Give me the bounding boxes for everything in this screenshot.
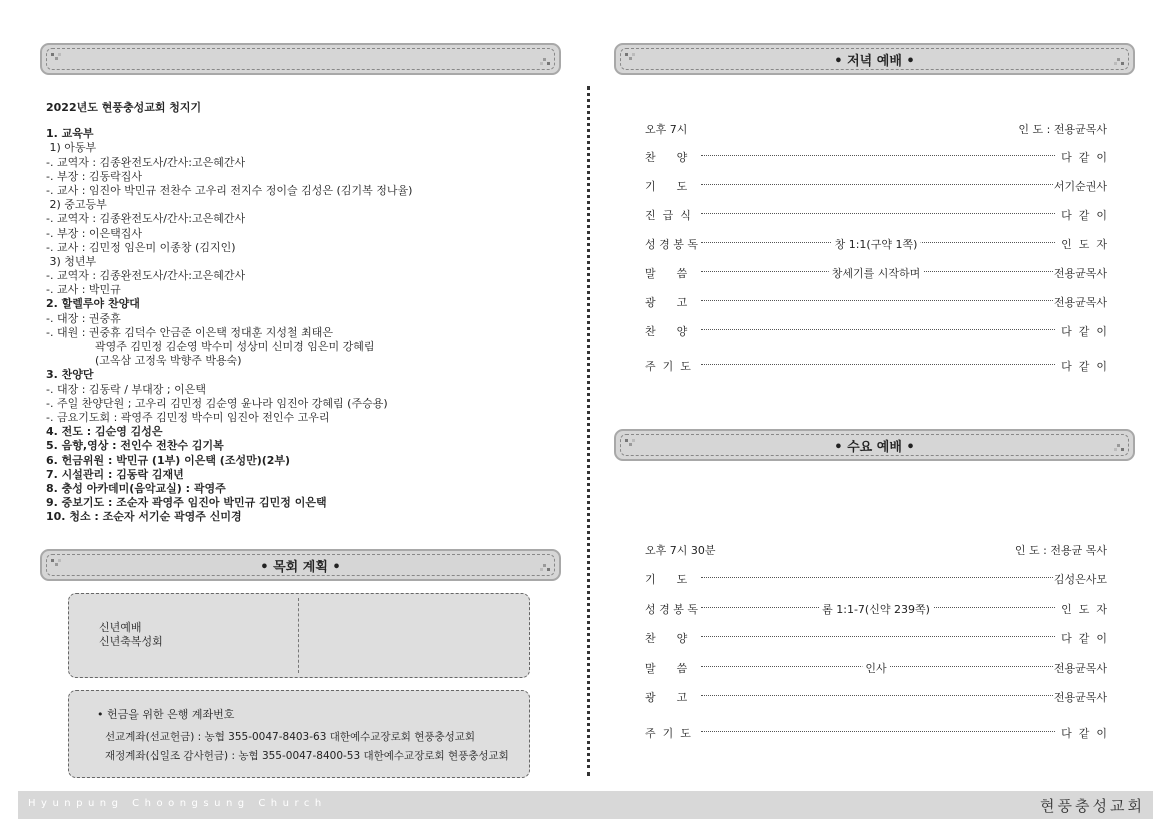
order-person: 전용균목사	[1053, 267, 1107, 280]
footer-english-name: Hyunpung Choongsung Church	[28, 798, 327, 809]
stewardship-line: 8. 충성 아카데미(음악교실) : 곽영주	[46, 481, 226, 495]
order-row	[645, 236, 1107, 250]
stewardship-line: -. 교사 : 임진아 박민규 전찬수 고우리 전지수 정이슬 김성은 (김기복 정나율)	[46, 183, 413, 197]
stewardship-line: -. 교사 : 박민규	[46, 283, 121, 297]
order-person: 전용균목사	[1053, 296, 1107, 309]
evening-time: 오후 7시	[645, 123, 688, 136]
order-row	[645, 601, 1107, 615]
stewardship-line: -. 주일 찬양단원 ; 고우리 김민정 김순영 윤나라 임진아 강혜림 (주승용)	[46, 396, 388, 410]
order-label: 광 고	[645, 296, 688, 309]
stewardship-line: -. 대장 : 권중휴	[46, 311, 121, 325]
stewardship-list	[46, 101, 566, 524]
order-label: 찬 양	[645, 632, 688, 645]
ministry-plan-title: • 목회 계획 •	[260, 559, 341, 575]
order-row	[645, 207, 1107, 221]
order-label: 성 경 봉 독	[645, 238, 698, 251]
order-detail: 인사	[862, 660, 889, 676]
order-detail: 창 1:1(구약 1쪽)	[832, 236, 921, 252]
footer-bar	[18, 791, 1153, 819]
order-row	[645, 358, 1107, 372]
order-label: 성 경 봉 독	[645, 602, 698, 616]
order-label: 진 급 식	[645, 209, 691, 222]
order-person: 인 도 자	[1061, 602, 1107, 616]
stewardship-line: 5. 음향,영상 : 전인수 전찬수 김기복	[46, 439, 224, 453]
evening-order-list	[645, 149, 1107, 379]
evening-service-title: • 저녁 예배 •	[834, 53, 915, 69]
order-person: 다 같 이	[1061, 360, 1107, 373]
order-label: 찬 양	[645, 151, 688, 164]
stewardship-line: 6. 헌금위원 : 박민규 (1부) 이은택 (조성만)(2부)	[46, 453, 291, 467]
stewardship-line: -. 부장 : 김동락집사	[46, 169, 143, 183]
order-row	[645, 689, 1107, 703]
order-label: 주 기 도	[645, 726, 691, 740]
ministry-plan-box	[68, 593, 530, 678]
order-person: 전용균목사	[1053, 691, 1107, 704]
order-label: 기 도	[645, 573, 688, 586]
stewardship-line: 1. 교육부	[46, 127, 94, 141]
order-person: 다 같 이	[1061, 726, 1107, 740]
wednesday-leader: 인 도 : 전용균 목사	[1014, 544, 1107, 557]
order-label: 광 고	[645, 691, 688, 704]
order-label: 말 씀	[645, 267, 688, 280]
footer-korean-name: 현풍충성교회	[1040, 797, 1145, 815]
stewardship-line: 3. 찬양단	[46, 368, 94, 382]
stewardship-heading: 2022년도 현풍충성교회 청지기	[46, 101, 202, 114]
stewardship-line: 3) 청년부	[46, 254, 97, 268]
finance-account: 재정계좌(십일조 감사헌금) : 농협 355-0047-8400-53 대한예수교장로회 현풍충성교회	[105, 750, 509, 762]
order-label: 주 기 도	[645, 360, 691, 373]
order-person: 김성은사모	[1053, 573, 1107, 586]
ministry-plan-banner	[40, 549, 561, 581]
order-row	[645, 660, 1107, 674]
order-row	[645, 630, 1107, 644]
order-person: 전용균목사	[1053, 661, 1107, 675]
order-person: 다 같 이	[1061, 209, 1107, 222]
order-row	[645, 149, 1107, 163]
stewardship-line: -. 교역자 : 김종완전도사/간사:고은혜간사	[46, 269, 246, 283]
plan-item: 신년예배	[99, 621, 142, 634]
stewardship-line: 2. 할렐루야 찬양대	[46, 297, 140, 311]
wednesday-order-list	[645, 571, 1107, 751]
stewardship-line: -. 교역자 : 김종완전도사/간사:고은혜간사	[46, 155, 246, 169]
order-person: 다 같 이	[1061, 151, 1107, 164]
stewardship-line: (고옥삼 고정욱 박향주 박용숙)	[46, 354, 242, 368]
wednesday-service-banner	[614, 429, 1135, 461]
order-label: 찬 양	[645, 325, 688, 338]
stewardship-line: 2) 중고등부	[46, 198, 107, 212]
order-row	[645, 323, 1107, 337]
mission-account: 선교계좌(선교헌금) : 농협 355-0047-8403-63 대한예수교장로회 현풍충성교회	[105, 731, 476, 743]
stewardship-line: -. 금요기도회 : 곽영주 김민정 박수미 임진아 전인수 고우리	[46, 410, 330, 424]
stewardship-line: 7. 시설관리 : 김동락 김재년	[46, 467, 184, 481]
order-detail: 창세기를 시작하며	[829, 265, 924, 281]
stewardship-line: 1) 아동부	[46, 141, 97, 155]
evening-leader: 인 도 : 전용균목사	[1018, 123, 1107, 136]
order-label: 말 씀	[645, 661, 688, 675]
stewardship-line: 9. 중보기도 : 조순자 곽영주 임진아 박민규 김민정 이은택	[46, 496, 327, 510]
stewardship-line: -. 교역자 : 김종완전도사/간사:고은혜간사	[46, 212, 246, 226]
plan-item: 신년축복성회	[99, 635, 163, 648]
stewardship-line: -. 교사 : 김민정 임은미 이종창 (김지인)	[46, 240, 236, 254]
corner-ornament-icon	[51, 53, 61, 63]
order-person: 서기순권사	[1053, 180, 1107, 193]
evening-service-banner	[614, 43, 1135, 75]
stewardship-line: 곽영주 김민정 김순영 박수미 성상미 신미경 임은미 강혜림	[46, 340, 375, 353]
corner-ornament-icon	[540, 55, 550, 65]
stewardship-line: -. 대장 : 김동락 / 부대장 ; 이은택	[46, 382, 206, 396]
wednesday-time: 오후 7시 30분	[645, 544, 716, 557]
stewardship-line: -. 부장 : 이은택집사	[46, 226, 143, 240]
order-row	[645, 725, 1107, 739]
order-label: 기 도	[645, 180, 688, 193]
order-person: 다 같 이	[1061, 325, 1107, 338]
order-row	[645, 571, 1107, 585]
order-row	[645, 294, 1107, 308]
order-person: 인 도 자	[1061, 238, 1107, 251]
stewardship-line: 10. 청소 : 조순자 서기순 곽영주 신미경	[46, 510, 242, 524]
stewardship-line: 4. 전도 : 김순영 김성은	[46, 425, 163, 439]
page-divider	[587, 86, 590, 776]
order-row	[645, 178, 1107, 192]
bank-title: • 헌금을 위한 은행 계좌번호	[97, 708, 235, 721]
bank-account-box	[68, 690, 530, 778]
order-detail: 롬 1:1-7(신약 239쪽)	[819, 601, 933, 617]
order-row	[645, 265, 1107, 279]
order-person: 다 같 이	[1061, 632, 1107, 645]
wednesday-service-title: • 수요 예배 •	[834, 439, 915, 455]
left-top-banner	[40, 43, 561, 75]
stewardship-line: -. 대원 : 권중휴 김덕수 안금준 이은택 정대훈 지성철 최태은	[46, 325, 334, 339]
